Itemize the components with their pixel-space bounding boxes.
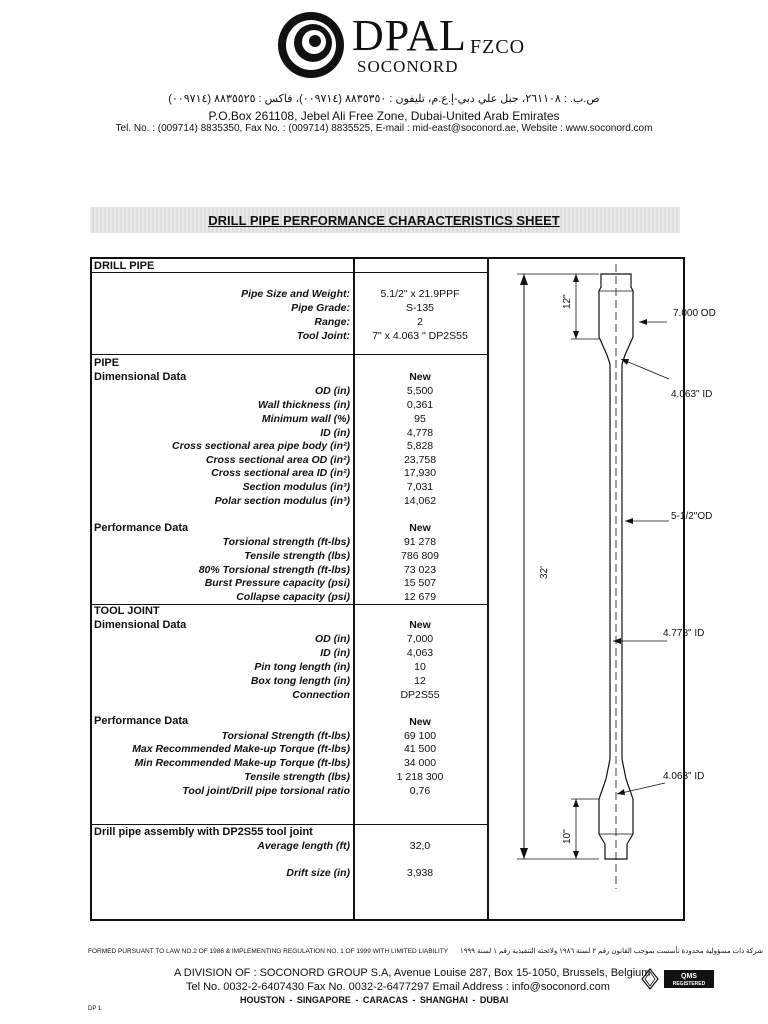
spec-label: Box tong length (in): [250, 675, 350, 687]
spec-value: 3,938: [406, 867, 434, 879]
spec-label: Torsional strength (ft-lbs): [222, 536, 350, 548]
spec-label: Cross sectional area ID (in²): [211, 467, 350, 479]
column-heading: New: [409, 371, 431, 383]
spec-value: 91 278: [403, 536, 437, 548]
spec-value: 4,778: [406, 427, 434, 439]
spec-value: 4,063: [406, 647, 434, 659]
box-length-label: 12": [562, 294, 573, 309]
spec-label: Connection: [292, 689, 350, 701]
column-heading: New: [409, 522, 431, 534]
spec-value: 12: [414, 675, 426, 687]
spec-label: Max Recommended Make-up Torque (ft-lbs): [132, 743, 350, 755]
spec-value: 17,930: [403, 467, 437, 479]
spec-label: Cross sectional area pipe body (in²): [172, 440, 350, 452]
total-length-label: 32': [539, 565, 550, 579]
subsection-heading: Dimensional Data: [94, 371, 187, 383]
spec-value: 5.1/2" x 21.9PPF: [380, 288, 460, 300]
spec-value: 1 218 300: [396, 771, 444, 783]
spec-value: 0,76: [409, 785, 431, 797]
spec-value: 0,361: [406, 399, 434, 411]
spec-label: Minimum wall (%): [261, 413, 350, 425]
arabic-address: ص.ب. : ٢٦١١٠٨، جبل علي دبي-إ.ع.م، تليفون : ٨٨٣٥٣٥٠ (٠٠٩٧١٤)، فاكس : ٨٨٣٥٥٢٥ (٠٠٩٧١٤): [168, 93, 600, 105]
spec-label: ID (in): [320, 427, 350, 439]
spec-label: Pipe Size and Weight:: [241, 288, 350, 300]
spec-value: 41 500: [403, 743, 437, 755]
callout-label: 5-1/2"OD: [671, 511, 713, 522]
qms-label: QMS: [681, 973, 697, 980]
callout-label: 4.778" ID: [663, 628, 705, 639]
legal-notice: FORMED PURSUANT TO LAW NO.2 OF 1986 & IMPLEMENTING REGULATION NO. 1 OF 1999 WITH LIMITED LIABILITY: [88, 948, 449, 955]
spec-label: ID (in): [320, 647, 350, 659]
spec-label: OD (in): [315, 633, 350, 645]
subsection-heading: Dimensional Data: [94, 619, 187, 631]
spec-label: Torsional Strength (ft-lbs): [221, 730, 350, 742]
column-heading: New: [409, 716, 431, 728]
spec-value: 73 023: [403, 564, 437, 576]
spec-label: Burst Pressure capacity (psi): [204, 577, 350, 589]
po-box-address: P.O.Box 261108, Jebel Ali Free Zone, Dubai-United Arab Emirates: [208, 109, 560, 123]
subsection-heading: Performance Data: [94, 715, 189, 727]
brand-suffix: FZCO: [470, 36, 526, 58]
column-divider: [353, 257, 355, 921]
spec-value: 7,031: [406, 481, 434, 493]
spec-label: OD (in): [315, 385, 350, 397]
pin-length-label: 10": [562, 829, 573, 844]
spec-label: Average length (ft): [257, 840, 350, 852]
sub-brand: SOCONORD: [357, 57, 459, 76]
spec-label: Drift size (in): [286, 867, 350, 879]
section-pipe: PIPE: [94, 357, 120, 369]
spec-label: Cross sectional area OD (in²): [205, 454, 350, 466]
spec-value: 2: [417, 316, 423, 328]
spec-value: 12 679: [403, 591, 437, 603]
spec-label: 80% Torsional strength (ft-lbs): [198, 564, 350, 576]
spec-value: 14,062: [403, 495, 437, 507]
footer-contact: Tel No. 0032-2-6407430 Fax No. 0032-2-6477297 Email Address : info@soconord.com: [186, 981, 610, 993]
drill-pipe-drawing: [489, 259, 716, 919]
spec-value: 5,500: [406, 385, 434, 397]
spec-label: Wall thickness (in): [258, 399, 350, 411]
table-rule: [90, 272, 487, 273]
contact-line: Tel. No. : (009714) 8835350, Fax No. : (009714) 8835525, E-mail : mid-east@soconord.ae, Website : www.soconord.com: [115, 123, 653, 134]
spec-label: Tool joint/Drill pipe torsional ratio: [182, 785, 350, 797]
spec-value: 95: [414, 413, 426, 425]
column-heading: New: [409, 619, 431, 631]
qms-sublabel: REGISTERED: [672, 981, 706, 987]
section-tool-joint: TOOL JOINT: [94, 605, 160, 617]
table-rule: [90, 824, 487, 825]
spec-label: Tensile strength (lbs): [244, 771, 350, 783]
spec-value: 10: [414, 661, 426, 673]
section-drill-pipe: DRILL PIPE: [94, 260, 155, 272]
callout-label: 4.063" ID: [671, 389, 713, 400]
spec-value: DP2S55: [400, 689, 440, 701]
qms-registered-icon: [640, 967, 718, 991]
spec-value: 69 100: [403, 730, 437, 742]
spec-value: 7" x 4.063 " DP2S55: [372, 330, 468, 342]
spec-label: Collapse capacity (psi): [236, 591, 350, 603]
spec-label: Polar section modulus (in³): [214, 495, 350, 507]
spec-value: 34 000: [403, 757, 437, 769]
dpal-logo-icon: [276, 10, 346, 80]
spec-value: 786 809: [401, 550, 439, 562]
spec-value: S-135: [405, 302, 435, 314]
spec-value: 32,0: [409, 840, 431, 852]
table-rule: [90, 354, 487, 355]
spec-label: Tensile strength (lbs): [244, 550, 350, 562]
brand-name: DPAL: [352, 11, 467, 60]
spec-label: Tool Joint:: [296, 330, 350, 342]
legal-notice-arabic: شركة ذات مسؤولية محدودة تأسست بموجب القانون رقم ٢ لسنة ١٩٨٦ ولائحته التنفيذية رقم ١ لسنة ١٩٩٩: [460, 948, 763, 955]
spec-label: Pin tong length (in): [254, 661, 350, 673]
spec-label: Range:: [314, 316, 350, 328]
spec-value: 7,000: [406, 633, 434, 645]
spec-value: 15 507: [403, 577, 437, 589]
spec-label: Min Recommended Make-up Torque (ft-lbs): [134, 757, 350, 769]
spec-label: Section modulus (in³): [242, 481, 350, 493]
callout-label: 7.000 OD: [673, 308, 716, 319]
callout-label: 4.063" ID: [663, 771, 705, 782]
page-title: DRILL PIPE PERFORMANCE CHARACTERISTICS SHEET: [208, 213, 560, 228]
office-cities: HOUSTON - SINGAPORE - CARACAS - SHANGHAI - DUBAI: [240, 995, 509, 1005]
subsection-heading: Performance Data: [94, 522, 189, 534]
document-code: DP 1: [88, 1006, 102, 1012]
spec-value: 5,828: [406, 440, 434, 452]
section-assembly: Drill pipe assembly with DP2S55 tool joint: [94, 826, 313, 838]
division-line: A DIVISION OF : SOCONORD GROUP S.A, Avenue Louise 287, Box 15-1050, Brussels, Belgium: [174, 967, 651, 979]
spec-label: Pipe Grade:: [291, 302, 350, 314]
spec-value: 23,758: [403, 454, 437, 466]
